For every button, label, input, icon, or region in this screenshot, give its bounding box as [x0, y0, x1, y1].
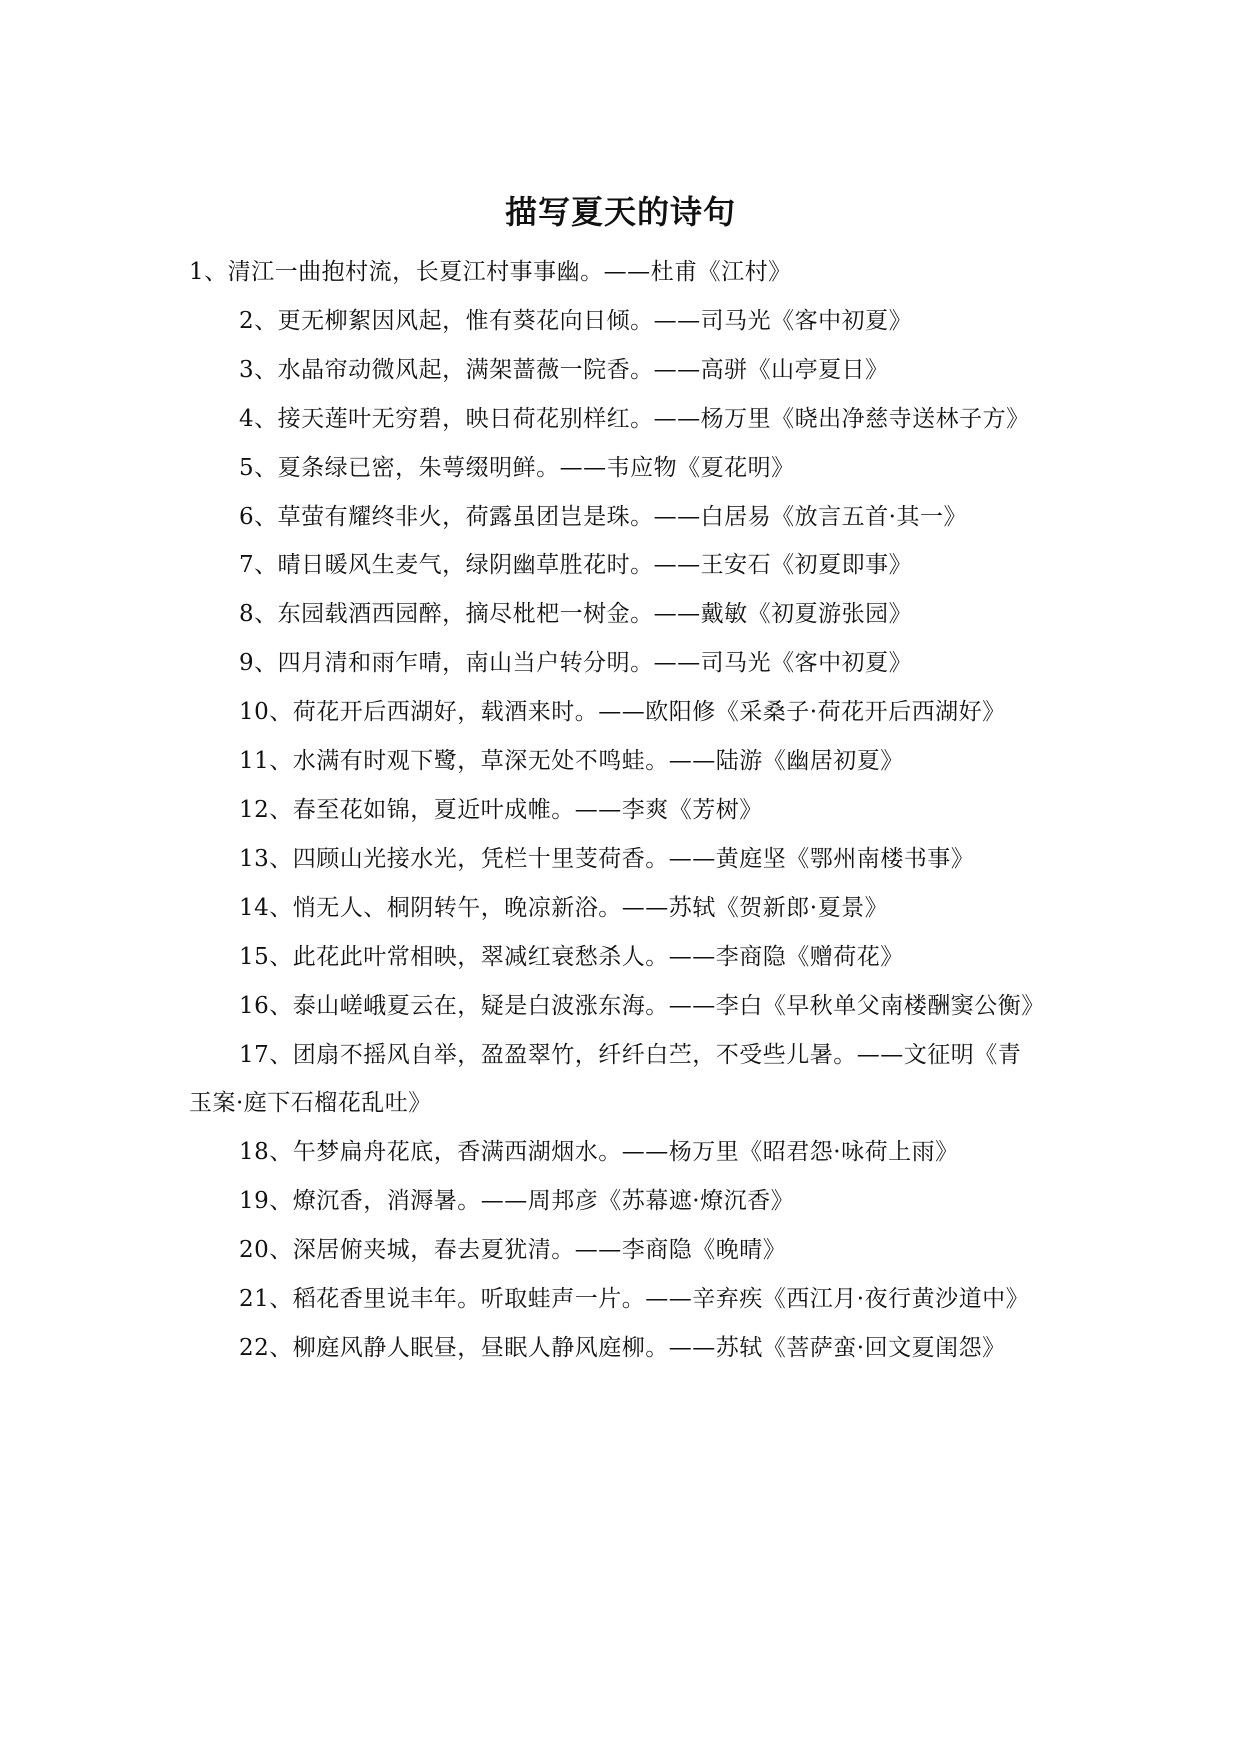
- poem-line: 11、水满有时观下鹭，草深无处不鸣蛙。——陆游《幽居初夏》: [239, 748, 904, 775]
- poem-line: 21、稻花香里说丰年。听取蛙声一片。——辛弃疾《西江月·夜行黄沙道中》: [239, 1286, 1030, 1313]
- poem-line: 3、水晶帘动微风起，满架蔷薇一院香。——高骈《山亭夏日》: [239, 356, 889, 383]
- poem-line: 12、春至花如锦，夏近叶成帷。——李爽《芳树》: [239, 796, 763, 823]
- poem-line: 22、柳庭风静人眠昼，昼眠人静风庭柳。——苏轼《菩萨蛮·回文夏闺怨》: [239, 1334, 1006, 1361]
- poem-line: 18、午梦扁舟花底，香满西湖烟水。——杨万里《昭君怨·咏荷上雨》: [239, 1139, 959, 1166]
- poem-line: 2、更无柳絮因风起，惟有葵花向日倾。——司马光《客中初夏》: [239, 307, 913, 334]
- poem-line: 1、清江一曲抱村流，长夏江村事事幽。——杜甫《江村》: [189, 259, 792, 285]
- poem-line: 10、荷花开后西湖好，载酒来时。——欧阳修《采桑子·荷花开后西湖好》: [239, 699, 1006, 726]
- poem-line: 15、此花此叶常相映，翠减红衰愁杀人。——李商隐《赠荷花》: [239, 943, 904, 970]
- poem-line: 5、夏条绿已密，朱萼缀明鲜。——韦应物《夏花明》: [239, 454, 795, 481]
- poem-line: 17、团扇不摇风自举，盈盈翠竹，纤纤白苎，不受些儿暑。——文征明《青玉案·庭下石榴花乱吐》: [189, 1041, 1022, 1117]
- document-title: 描写夏天的诗句: [504, 193, 736, 231]
- poem-line: 13、四顾山光接水光，凭栏十里芰荷香。——黄庭坚《鄂州南楼书事》: [239, 845, 975, 872]
- poem-line: 4、接天莲叶无穷碧，映日荷花别样红。——杨万里《晓出净慈寺送林子方》: [239, 405, 1030, 432]
- poem-line: 20、深居俯夹城，春去夏犹清。——李商隐《晚晴》: [239, 1237, 787, 1264]
- poem-line: 6、草萤有耀终非火，荷露虽团岂是珠。——白居易《放言五首·其一》: [239, 503, 967, 530]
- poem-line: 8、东园载酒西园醉，摘尽枇杷一树金。——戴敏《初夏游张园》: [239, 601, 913, 628]
- poem-line: 14、悄无人、桐阴转午，晚凉新浴。——苏轼《贺新郎·夏景》: [239, 894, 889, 921]
- poem-line: 7、晴日暖风生麦气，绿阴幽草胜花时。——王安石《初夏即事》: [239, 552, 913, 579]
- poem-line: 16、泰山嵯峨夏云在，疑是白波涨东海。——李白《早秋单父南楼酬窦公衡》: [239, 992, 1045, 1019]
- poem-line: 19、燎沉香，消溽暑。——周邦彦《苏幕遮·燎沉香》: [239, 1188, 795, 1215]
- poem-list: [189, 248, 1045, 1373]
- poem-line: 9、四月清和雨乍晴，南山当户转分明。——司马光《客中初夏》: [239, 650, 913, 677]
